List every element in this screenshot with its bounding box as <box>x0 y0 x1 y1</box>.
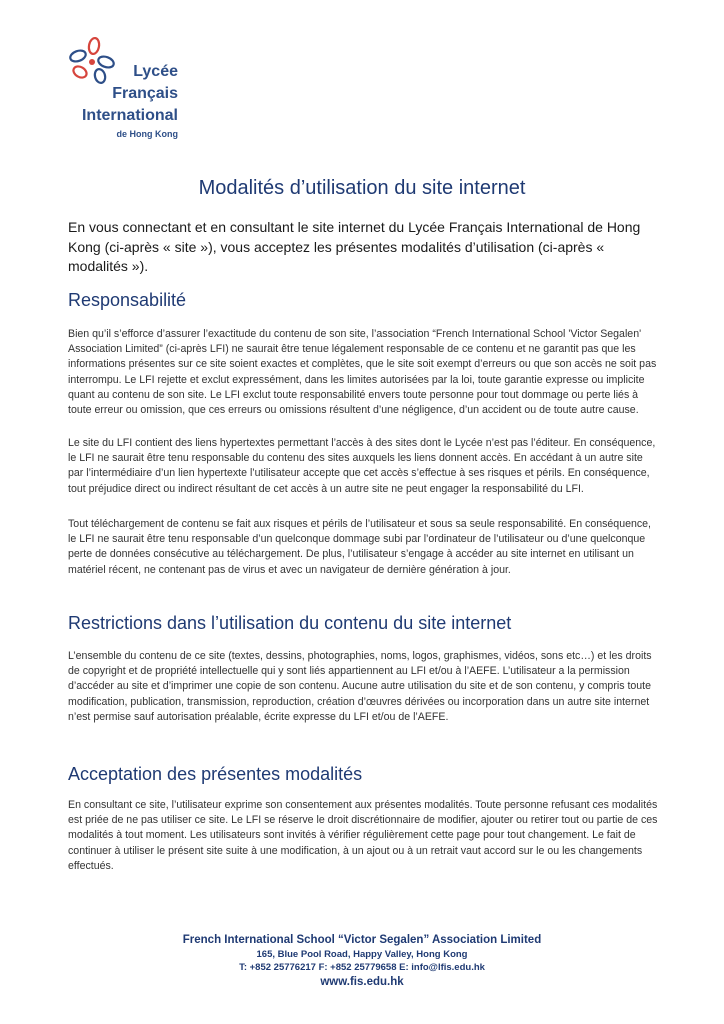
paragraph-responsabilite-3: Tout téléchargement de contenu se fait aux risques et périls de l’utilisateur et sous sa seule responsabilité. En conséquence, le LFI ne saurait être tenu responsable d’un quelconque dommage subi par l’ordinateur de l’utilisateur ou d’une quelconque perte de données consécutive au téléchargement. De plus, l’utilisateur s’engage à accéder au site internet en utilisant un matériel récent, ne contenant pas de virus et avec un navigateur de dernière génération à jour. <box>68 518 652 576</box>
paragraph-acceptation: En consultant ce site, l’utilisateur exprime son consentement aux présentes modalités. Toute personne refusant ces modalités est priée de ne pas utiliser ce site. Le LFI se réserve le droit discrétionnaire de modifier, ajouter ou retirer tout ou partie de ces modalités à tout moment. Les utilisateurs sont invités à vérifier régulièrement cette page pour tout changement. Le fait de continuer à utiliser le présent site suite à une modification, à un ajout ou à un retrait vaut accord sur le ou les changements effectués. <box>68 799 658 872</box>
page-title: Modalités d’utilisation du site internet <box>198 177 526 199</box>
heading-restrictions: Restrictions dans l’utilisation du contenu du site internet <box>68 613 512 633</box>
logo-text-francais: Français <box>112 85 178 102</box>
footer-contact: T: +852 25776217 F: +852 25779658 E: info@lfis.edu.hk <box>239 962 485 973</box>
logo-text-international: International <box>81 107 178 124</box>
logo-text-hongkong: de Hong Kong <box>116 129 178 139</box>
footer-website-link[interactable]: www.fis.edu.hk <box>320 976 404 988</box>
footer-address: 165, Blue Pool Road, Happy Valley, Hong Kong <box>256 949 468 960</box>
paragraph-restrictions: L’ensemble du contenu de ce site (textes, dessins, photographies, noms, logos, graphismes, vidéos, sons etc…) et les droits de copyright et de propriété intellectuelle qui y sont liés appartiennent au LFI et/ou à l’AEFE. L’utilisateur a la permission d’accéder au site et d’imprimer une copie de son contenu. Aucune autre utilisation du site et de son contenu, y compris toute modification, publication, transmission, reproduction, création d’œuvres dérivées ou incorporation dans un autre site internet n’est permise sauf autorisation préalable, écrite expresse du LFI et/ou de l’AEFE. <box>68 650 652 723</box>
footer-association-name: French International School “Victor Segalen” Association Limited <box>182 934 542 946</box>
paragraph-responsabilite-2: Le site du LFI contient des liens hypertextes permettant l’accès à des sites dont le Lycée n’est pas l’éditeur. En conséquence, le LFI ne saurait être tenu responsable du contenu des sites auxquels les liens donnent accès. En accédant à un autre site par l’intermédiaire d’un lien hypertexte l’utilisateur accepte que cet accès s’effectue à ses risques et périls. En conséquence, tout préjudice direct ou indirect résultant de cet accès à un autre site ne peut engager la responsabilité du LFI. <box>68 437 656 495</box>
intro-paragraph: En vous connectant et en consultant le site internet du Lycée Français International de Hong Kong (ci-après « site »), vous acceptez les présentes modalités d’utilisation (ci-après « modalités »). <box>68 219 641 274</box>
footer <box>0 932 724 990</box>
school-logo <box>66 36 216 148</box>
paragraph-responsabilite-1: Bien qu’il s’efforce d’assurer l’exactitude du contenu de son site, l’association “French International School 'Victor Segalen' Association Limited” (ci-après LFI) ne saurait être tenue légalement responsable de ce contenu et ne garantit pas que les informations présentes sur ce site soient exactes et complètes, que le site soit exempt d’erreurs ou que son accès ne soit pas interrompu. Le LFI rejette et exclut expressément, dans les limites autorisées par la loi, toute garantie expresse ou implicite quant au contenu de son site. Le LFI exclut toute responsabilité envers toute personne pour tout dommage ou perte liés à toute erreur ou omission, que ces erreurs ou omissions résultent d’une négligence, d’un accident ou de toute autre cause. <box>68 328 657 417</box>
logo-text-lycee: Lycée <box>133 63 178 80</box>
heading-responsabilite: Responsabilité <box>68 290 187 310</box>
heading-acceptation: Acceptation des présentes modalités <box>68 764 363 784</box>
